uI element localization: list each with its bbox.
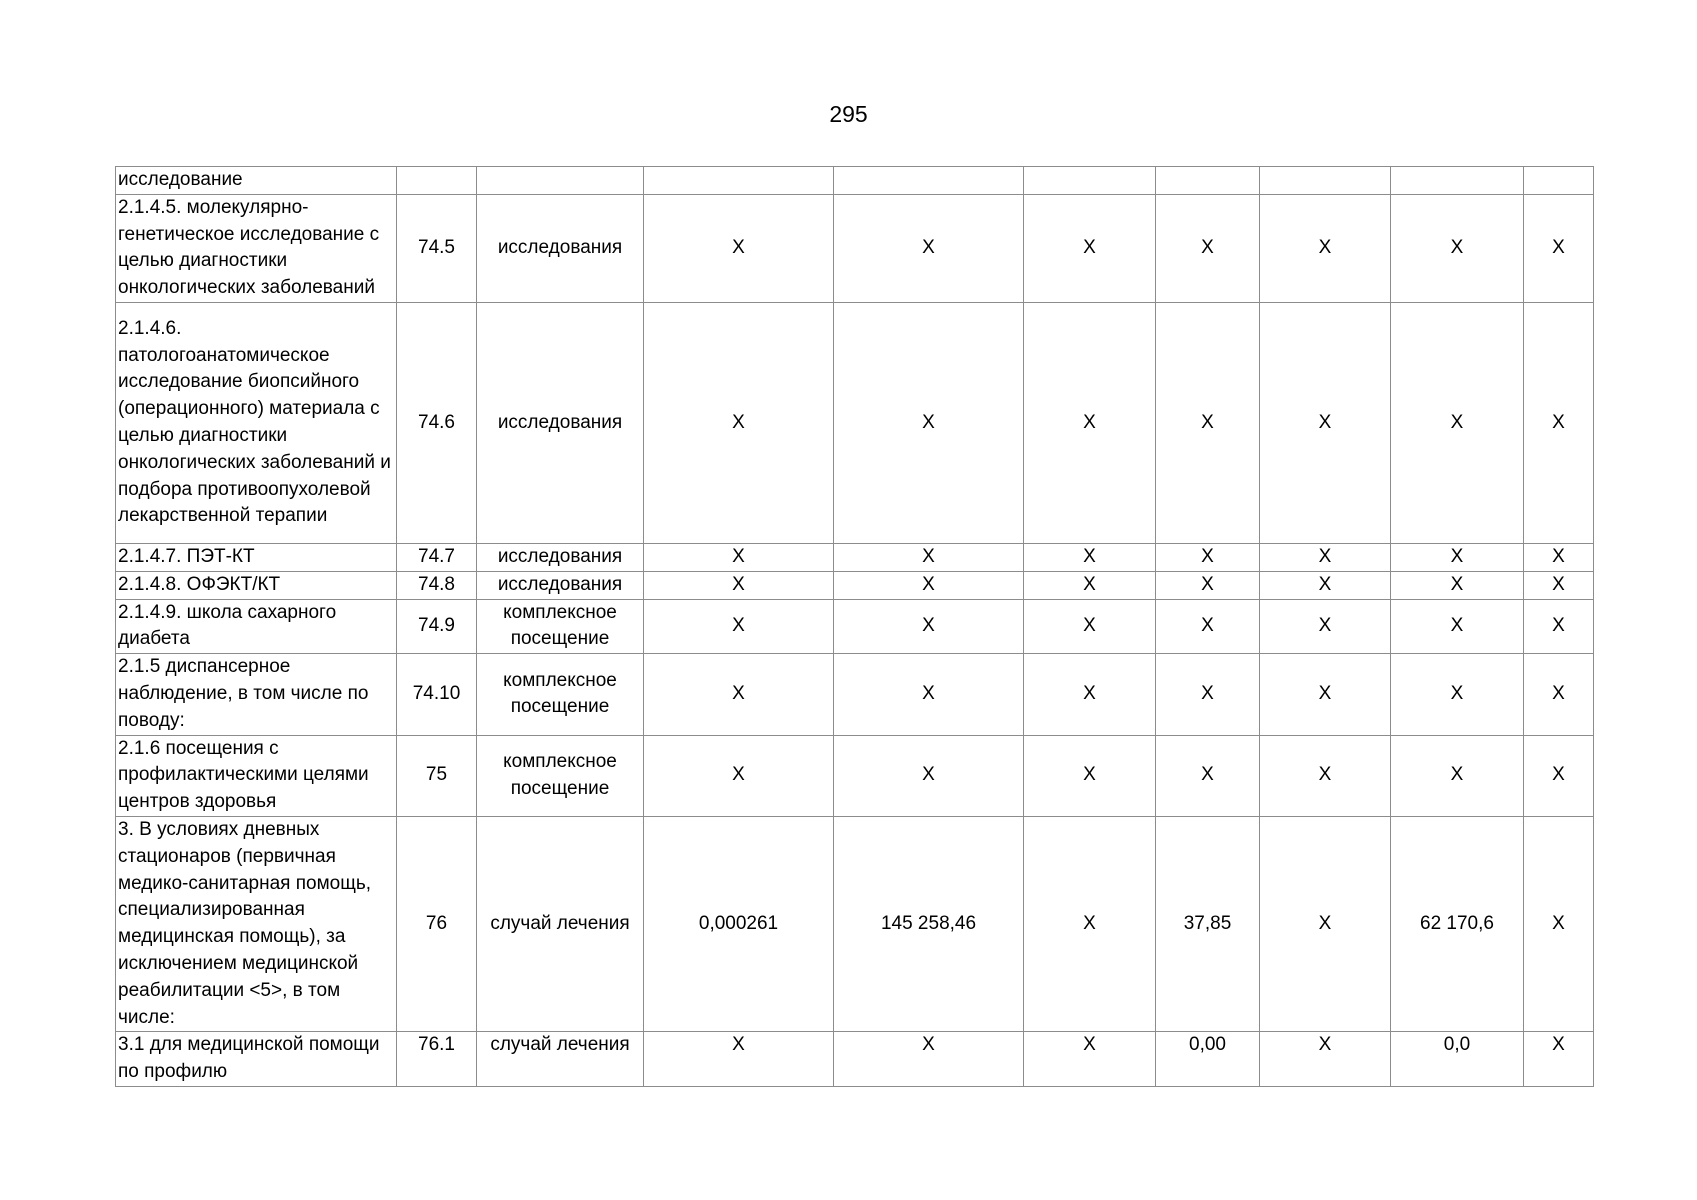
value-cell: X [834, 543, 1024, 571]
value-cell: X [644, 302, 834, 543]
row-name-cell: 2.1.4.7. ПЭТ-КТ [116, 543, 397, 571]
value-cell: X [1156, 302, 1260, 543]
row-code-cell: 76 [397, 816, 477, 1031]
row-name-cell: 2.1.4.6. патологоанатомическое исследование биопсийного (операционного) материала с целью диагностики онкологических заболеваний и подбора противоопухолевой лекарственной терапии [116, 302, 397, 543]
value-cell: X [644, 194, 834, 302]
value-cell: X [1156, 735, 1260, 816]
value-cell: X [1260, 302, 1391, 543]
value-cell [1156, 167, 1260, 195]
value-cell: X [644, 1032, 834, 1087]
value-cell: X [644, 571, 834, 599]
value-cell: 0,000261 [644, 816, 834, 1031]
value-cell: X [1260, 654, 1391, 735]
row-name-cell: 2.1.4.8. ОФЭКТ/КТ [116, 571, 397, 599]
value-cell: X [1024, 543, 1156, 571]
row-name-cell: 2.1.6 посещения с профилактическими целями центров здоровья [116, 735, 397, 816]
value-cell: X [1024, 302, 1156, 543]
row-unit-cell: исследования [477, 194, 644, 302]
value-cell: X [1156, 194, 1260, 302]
value-cell [1024, 167, 1156, 195]
value-cell: X [1524, 654, 1594, 735]
table-row [116, 543, 1594, 571]
value-cell: X [1391, 543, 1524, 571]
value-cell: 0,0 [1391, 1032, 1524, 1087]
table-row [116, 194, 1594, 302]
value-cell: X [834, 1032, 1024, 1087]
row-unit-cell: комплексное посещение [477, 599, 644, 654]
value-cell: X [1260, 599, 1391, 654]
table-row [116, 302, 1594, 543]
value-cell: X [1524, 571, 1594, 599]
value-cell: X [1024, 599, 1156, 654]
value-cell: X [1524, 1032, 1594, 1087]
row-unit-cell: случай лечения [477, 816, 644, 1031]
row-unit-cell: исследования [477, 302, 644, 543]
value-cell: X [1524, 735, 1594, 816]
value-cell: X [834, 571, 1024, 599]
row-unit-cell: комплексное посещение [477, 735, 644, 816]
table-row [116, 816, 1594, 1031]
row-code-cell: 74.5 [397, 194, 477, 302]
value-cell: X [1024, 194, 1156, 302]
value-cell: 145 258,46 [834, 816, 1024, 1031]
data-table [115, 166, 1594, 1087]
row-unit-cell: комплексное посещение [477, 654, 644, 735]
value-cell: X [1524, 543, 1594, 571]
row-name-cell: 2.1.4.5. молекулярно-генетическое исследование с целью диагностики онкологических заболеваний [116, 194, 397, 302]
value-cell: X [644, 654, 834, 735]
row-code-cell [397, 167, 477, 195]
value-cell: X [834, 654, 1024, 735]
row-code-cell: 76.1 [397, 1032, 477, 1087]
value-cell: X [1156, 654, 1260, 735]
value-cell: X [834, 599, 1024, 654]
value-cell: 62 170,6 [1391, 816, 1524, 1031]
row-name-cell: 3. В условиях дневных стационаров (первичная медико-санитарная помощь, специализированная медицинская помощь), за исключением медицинской реабилитации <5>, в том числе: [116, 816, 397, 1031]
value-cell: X [1156, 543, 1260, 571]
value-cell [1260, 167, 1391, 195]
value-cell: X [1524, 816, 1594, 1031]
row-code-cell: 75 [397, 735, 477, 816]
value-cell: X [644, 543, 834, 571]
value-cell: X [1024, 1032, 1156, 1087]
value-cell: X [1156, 599, 1260, 654]
value-cell: X [834, 735, 1024, 816]
value-cell: X [1391, 302, 1524, 543]
value-cell [644, 167, 834, 195]
page-number: 295 [829, 101, 868, 127]
value-cell: X [1391, 654, 1524, 735]
row-unit-cell: исследования [477, 571, 644, 599]
table-row [116, 1032, 1594, 1087]
value-cell: X [834, 194, 1024, 302]
table-row [116, 167, 1594, 195]
value-cell: X [1024, 571, 1156, 599]
value-cell: X [1391, 735, 1524, 816]
value-cell: X [644, 599, 834, 654]
value-cell: X [1524, 194, 1594, 302]
row-code-cell: 74.8 [397, 571, 477, 599]
row-name-cell: 3.1 для медицинской помощи по профилю [116, 1032, 397, 1087]
value-cell: X [1524, 302, 1594, 543]
value-cell: X [644, 735, 834, 816]
row-code-cell: 74.7 [397, 543, 477, 571]
value-cell: X [1524, 599, 1594, 654]
row-code-cell: 74.10 [397, 654, 477, 735]
row-name-cell: 2.1.4.9. школа сахарного диабета [116, 599, 397, 654]
value-cell: X [1391, 571, 1524, 599]
value-cell: X [1260, 571, 1391, 599]
row-name-cell: 2.1.5 диспансерное наблюдение, в том числе по поводу: [116, 654, 397, 735]
row-name-cell: исследование [116, 167, 397, 195]
value-cell: X [1260, 1032, 1391, 1087]
value-cell: X [1260, 543, 1391, 571]
table-row [116, 654, 1594, 735]
value-cell: X [1260, 735, 1391, 816]
value-cell [834, 167, 1024, 195]
value-cell: X [1391, 194, 1524, 302]
row-unit-cell: исследования [477, 543, 644, 571]
value-cell [1391, 167, 1524, 195]
value-cell: X [1024, 735, 1156, 816]
row-code-cell: 74.6 [397, 302, 477, 543]
row-unit-cell: случай лечения [477, 1032, 644, 1087]
value-cell: X [1156, 571, 1260, 599]
table-row [116, 599, 1594, 654]
value-cell: X [1260, 816, 1391, 1031]
value-cell: X [1260, 194, 1391, 302]
value-cell: X [1391, 599, 1524, 654]
table-row [116, 571, 1594, 599]
value-cell: X [834, 302, 1024, 543]
value-cell: X [1024, 654, 1156, 735]
value-cell: X [1024, 816, 1156, 1031]
row-unit-cell [477, 167, 644, 195]
value-cell [1524, 167, 1594, 195]
table-row [116, 735, 1594, 816]
value-cell: 37,85 [1156, 816, 1260, 1031]
value-cell: 0,00 [1156, 1032, 1260, 1087]
table-body [116, 167, 1594, 1087]
row-code-cell: 74.9 [397, 599, 477, 654]
